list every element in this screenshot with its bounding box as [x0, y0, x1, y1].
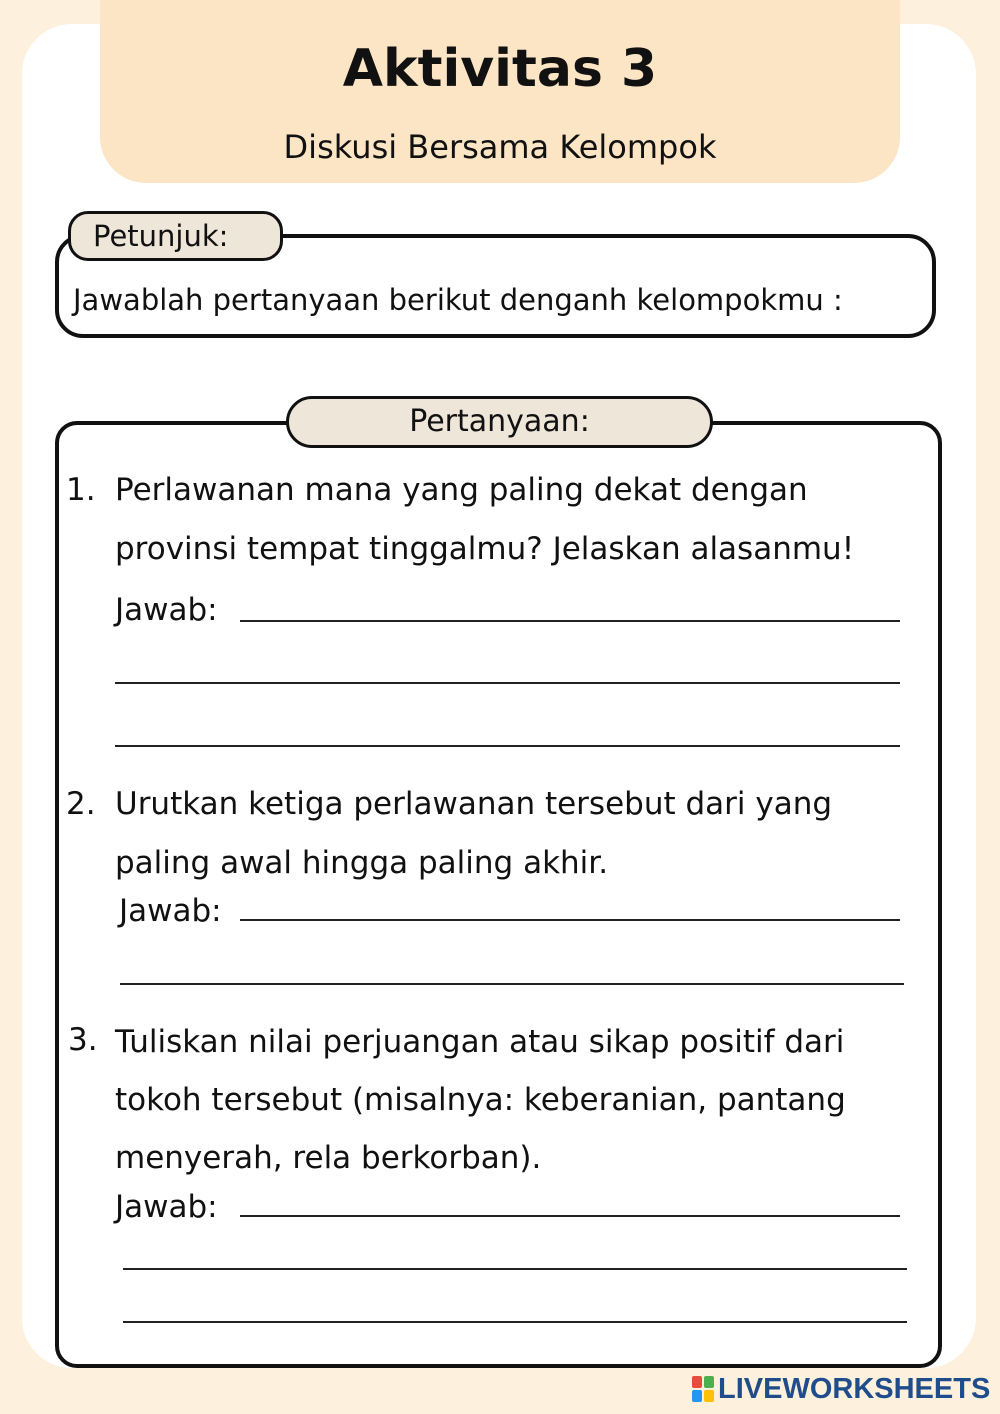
question-1-answer-line-3[interactable]: [115, 745, 900, 747]
question-2-answer-label: Jawab:: [119, 893, 222, 929]
worksheet-title: Aktivitas 3: [342, 39, 658, 99]
question-2-answer-line-2[interactable]: [120, 983, 904, 985]
question-2-answer-line-1[interactable]: [240, 919, 900, 921]
question-1-number: 1.: [66, 472, 96, 508]
question-3-number: 3.: [68, 1022, 98, 1058]
liveworksheets-logo[interactable]: [692, 1374, 990, 1404]
instructions-tag: Petunjuk:: [68, 211, 283, 261]
logo-square-blue: [692, 1390, 702, 1402]
question-1-answer-label: Jawab:: [115, 592, 218, 628]
liveworksheets-logo-icon: [692, 1376, 714, 1402]
question-3-answer-label: Jawab:: [115, 1189, 218, 1225]
instructions-text: Jawablah pertanyaan berikut denganh kelompokmu :: [73, 283, 843, 317]
liveworksheets-brand-text: LIVEWORKSHEETS: [718, 1372, 991, 1405]
logo-square-red: [692, 1376, 702, 1388]
question-1-text-line-2: provinsi tempat tinggalmu? Jelaskan alasanmu!: [115, 531, 855, 567]
question-3-answer-line-2[interactable]: [123, 1268, 907, 1270]
question-3-text-line-1: Tuliskan nilai perjuangan atau sikap positif dari: [115, 1024, 845, 1060]
question-2-text-line-2: paling awal hingga paling akhir.: [115, 845, 609, 881]
question-2-number: 2.: [66, 786, 96, 822]
logo-square-yellow: [704, 1390, 714, 1402]
question-1-answer-line-2[interactable]: [115, 682, 900, 684]
question-3-text-line-3: menyerah, rela berkorban).: [115, 1140, 542, 1176]
question-3-text-line-2: tokoh tersebut (misalnya: keberanian, pantang: [115, 1082, 846, 1118]
logo-square-green: [704, 1376, 714, 1388]
question-1-answer-line-1[interactable]: [240, 620, 900, 622]
question-3-answer-line-1[interactable]: [240, 1215, 900, 1217]
question-3-answer-line-3[interactable]: [123, 1321, 907, 1323]
question-2-text-line-1: Urutkan ketiga perlawanan tersebut dari yang: [115, 786, 833, 822]
question-1-text-line-1: Perlawanan mana yang paling dekat dengan: [115, 472, 808, 508]
questions-tag: Pertanyaan:: [286, 396, 713, 448]
worksheet-subtitle: Diskusi Bersama Kelompok: [283, 128, 717, 166]
